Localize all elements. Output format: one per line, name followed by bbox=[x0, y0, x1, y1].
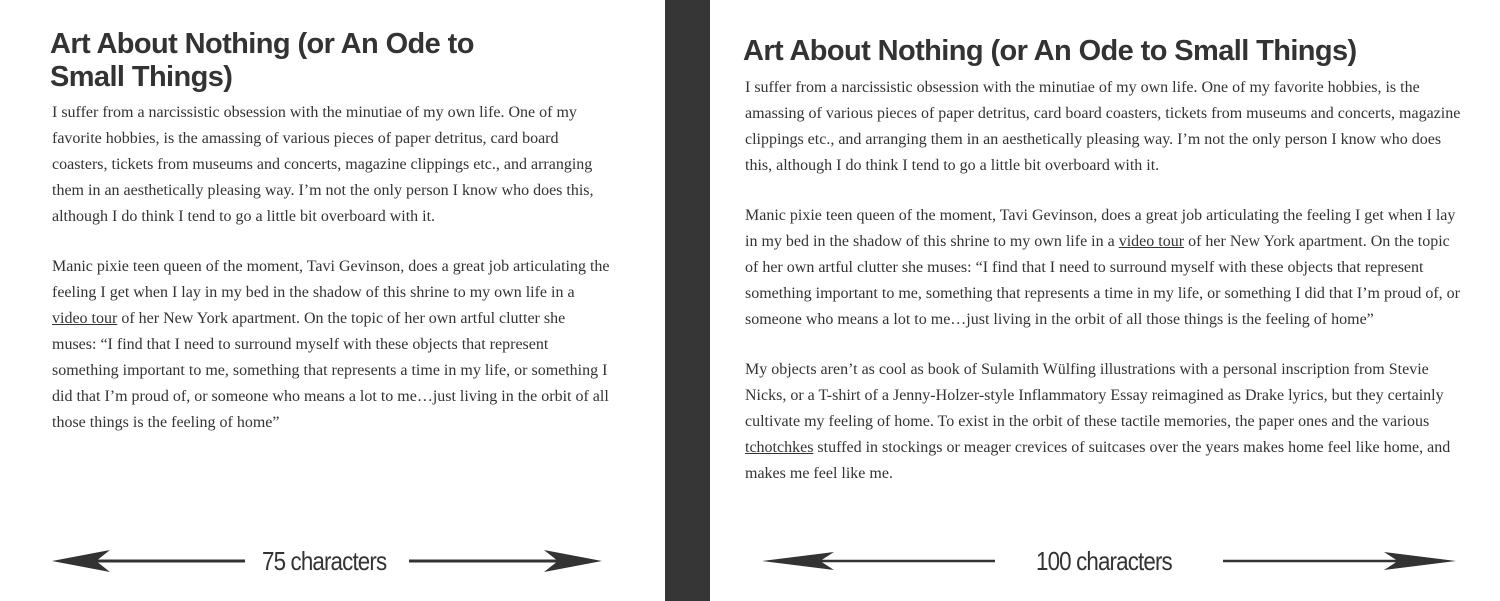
tchotchkes-link[interactable]: tchotchkes bbox=[745, 439, 814, 456]
article-title: Art About Nothing (or An Ode to Small Things) bbox=[743, 35, 1357, 67]
measure-label: 100 characters bbox=[1036, 546, 1172, 576]
paragraph-2-text-end: of her New York apartment. On the topic of her own artful clutter she muses: “I find that I need to surround myself with these objects that represent something important to me, something that represents a time in my life, or something I did that I’m proud of, or someone who means a lot to me…just living in the orbit of all those things is the feeling of home” bbox=[52, 310, 609, 431]
article-title: Art About Nothing (or An Ode to Small Things) bbox=[50, 28, 474, 93]
paragraph-1: I suffer from a narcissistic obsession with the minutiae of my own life. One of my favorite hobbies, is the amassing of various pieces of paper detritus, card board coasters, tickets from museums and concerts, magazine clippings etc., and arranging them in an aesthetically pleasing way. I’m not the only person I know who does this, although I do think I tend to go a little bit overboard with it. bbox=[52, 104, 594, 225]
video-tour-link[interactable]: video tour bbox=[1118, 233, 1185, 250]
paragraph-1: I suffer from a narcissistic obsession with the minutiae of my own life. One of my favorite hobbies, is the amassing of various pieces of paper detritus, card board coasters, tickets from museums and concerts, magazine clippings etc., and arranging them in an aesthetically pleasing way. I’m not the only person I know who does this, although I do think I tend to go a little bit overboard with it. bbox=[745, 79, 1461, 174]
paragraph-3 bbox=[745, 357, 1465, 487]
right-arrow-icon bbox=[406, 536, 606, 586]
paragraph-3-text-start: My objects aren’t as cool as book of Sulamith Wülfing illustrations with a personal inscription from Stevie Nicks, or a T-shirt of a Jenny-Holzer-style Inflammatory Essay reimagined as Drake lyrics, but they certainly cultivate my feeling of home. To exist in the orbit of these tactile memories, the paper ones and the various bbox=[745, 361, 1444, 430]
article-body bbox=[745, 75, 1465, 511]
measure-indicator-75 bbox=[50, 536, 602, 586]
video-tour-link[interactable]: video tour bbox=[52, 310, 118, 327]
article-body bbox=[52, 100, 612, 460]
paragraph-2-text-end: of her New York apartment. On the topic of her own artful clutter she muses: “I find that I need to surround myself with these objects that represent something important to me, something that represents a time in my life, or something I did that I’m proud of, or someone who means a lot to me…just living in the orbit of all those things is the feeling of home” bbox=[745, 233, 1460, 328]
left-arrow-icon bbox=[50, 536, 250, 586]
measure-indicator-100 bbox=[760, 536, 1455, 586]
paragraph-3-text-end: stuffed in stockings or meager crevices of suitcases over the years makes home feel like home, and makes me feel like me. bbox=[745, 439, 1451, 482]
column-divider bbox=[665, 0, 710, 601]
right-column-panel bbox=[710, 0, 1500, 601]
paragraph-2-text-start: Manic pixie teen queen of the moment, Tavi Gevinson, does a great job articulating the feeling I get when I lay in my bed in the shadow of this shrine to my own life in a bbox=[52, 258, 610, 301]
measure-label: 75 characters bbox=[262, 546, 387, 576]
left-column-panel bbox=[0, 0, 665, 601]
paragraph-2 bbox=[52, 254, 612, 436]
paragraph-2 bbox=[745, 203, 1465, 333]
right-arrow-icon bbox=[1220, 536, 1460, 586]
paragraph-2-text-start: Manic pixie teen queen of the moment, Tavi Gevinson, does a great job articulating the feeling I get when I lay in my bed in the shadow of this shrine to my own life in a bbox=[745, 207, 1456, 250]
left-arrow-icon bbox=[760, 536, 1000, 586]
